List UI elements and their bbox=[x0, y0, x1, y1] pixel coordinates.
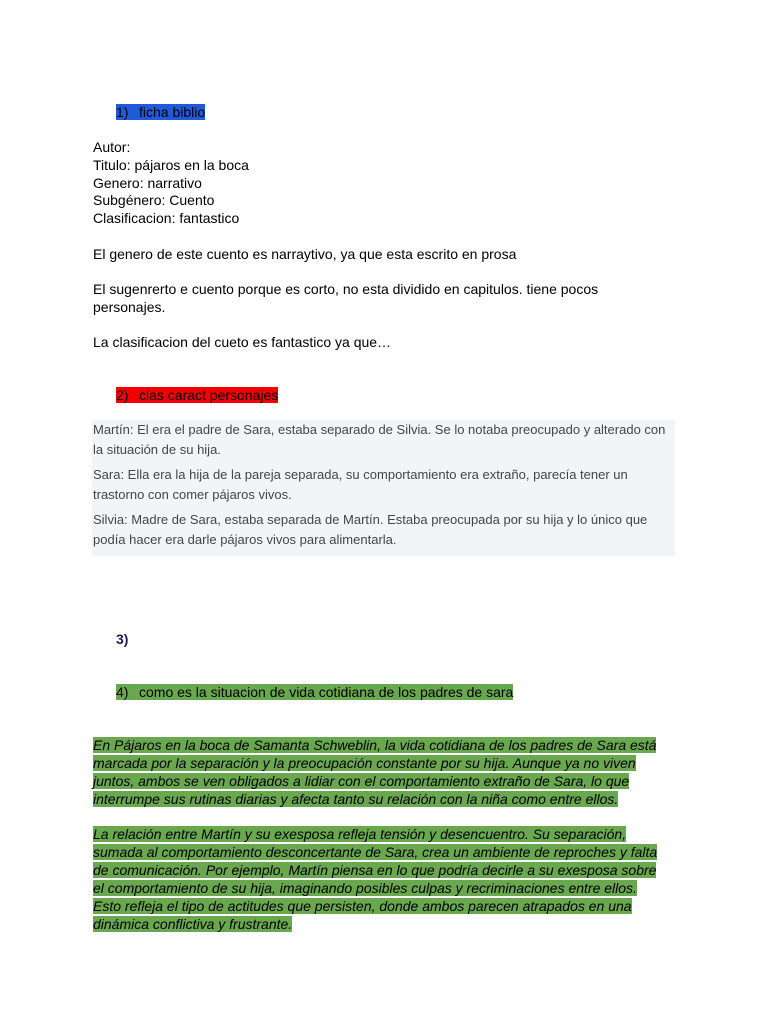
section2-heading-text: clas caract personajes bbox=[139, 387, 279, 403]
situacion-p2-line-4: el comportamiento de su hija, imaginando posibles culpas y recriminaciones entre ellos. bbox=[93, 879, 637, 896]
character-martin: Martín: El era el padre de Sara, estaba separado de Silvia. Se lo notaba preocupado y alterado con la situación de su hija. bbox=[93, 422, 666, 457]
situacion-p1-line-4: interrumpe sus rutinas diarias y afecta tanto su relación con la niña como entre ellos. bbox=[93, 790, 619, 807]
situacion-p2-line-3: de comunicación. Por ejemplo, Martín piensa en lo que podría decirle a su exesposa sobre bbox=[93, 861, 657, 878]
situacion-p2-line-5: Esto refleja el tipo de actitudes que persisten, donde ambos parecen atrapados en una bbox=[93, 897, 632, 914]
field-subgenero: Subgénero: Cuento bbox=[93, 192, 215, 208]
situacion-p1-line-3: juntos, ambos se ven obligados a lidiar con el comportamiento extraño de Sara, lo que bbox=[93, 772, 630, 789]
genero-paragraph: El genero de este cuento es narraytivo, ya que esta escrito en prosa bbox=[93, 246, 517, 262]
section1-heading bbox=[116, 104, 205, 122]
field-genero: Genero: narrativo bbox=[93, 175, 202, 191]
section2-heading bbox=[116, 387, 278, 405]
character-silvia: Silvia: Madre de Sara, estaba separada de Martín. Estaba preocupada por su hija y lo único que podía hacer era darle pájaros vivos para alimentarla. bbox=[93, 512, 648, 547]
situacion-p2-line-6: dinámica conflictiva y frustrante. bbox=[93, 915, 293, 932]
clasificacion-paragraph: La clasificacion del cueto es fantastico ya que… bbox=[93, 334, 392, 350]
section3-number: 3) bbox=[116, 631, 129, 647]
situacion-p2-line-2: sumada al comportamiento desconcertante de Sara, crea un ambiente de reproches y falta bbox=[93, 843, 658, 860]
section4-number: 4) bbox=[116, 684, 129, 700]
situacion-paragraph-2 bbox=[93, 826, 673, 933]
section4-heading bbox=[116, 684, 513, 702]
situacion-p2-line-1: La relación entre Martín y su exesposa refleja tensión y desencuentro. Su separación, bbox=[93, 826, 627, 842]
section2-number: 2) bbox=[116, 387, 129, 403]
situacion-p1-line-2: marcada por la separación y la preocupación constante por su hija. Aunque ya no viven bbox=[93, 754, 636, 771]
field-clasificacion: Clasificacion: fantastico bbox=[93, 210, 240, 226]
characters-box bbox=[92, 420, 675, 556]
section4-heading-text: como es la situacion de vida cotidiana de los padres de sara bbox=[139, 684, 514, 700]
section1-number: 1) bbox=[116, 104, 129, 120]
field-titulo: Titulo: pájaros en la boca bbox=[93, 157, 249, 173]
subgenero-paragraph: El sugenrerto e cuento porque es corto, no esta dividido en capitulos. tiene pocos personajes. bbox=[93, 281, 599, 315]
situacion-p1-line-1: En Pájaros en la boca de Samanta Schweblin, la vida cotidiana de los padres de Sara está bbox=[93, 737, 657, 753]
character-sara: Sara: Ella era la hija de la pareja separada, su comportamiento era extraño, parecía tener un trastorno con comer pájaros vivos. bbox=[93, 467, 628, 502]
situacion-paragraph-1 bbox=[93, 737, 673, 809]
section1-heading-text: ficha biblio bbox=[139, 104, 206, 120]
field-autor: Autor: bbox=[93, 139, 131, 155]
